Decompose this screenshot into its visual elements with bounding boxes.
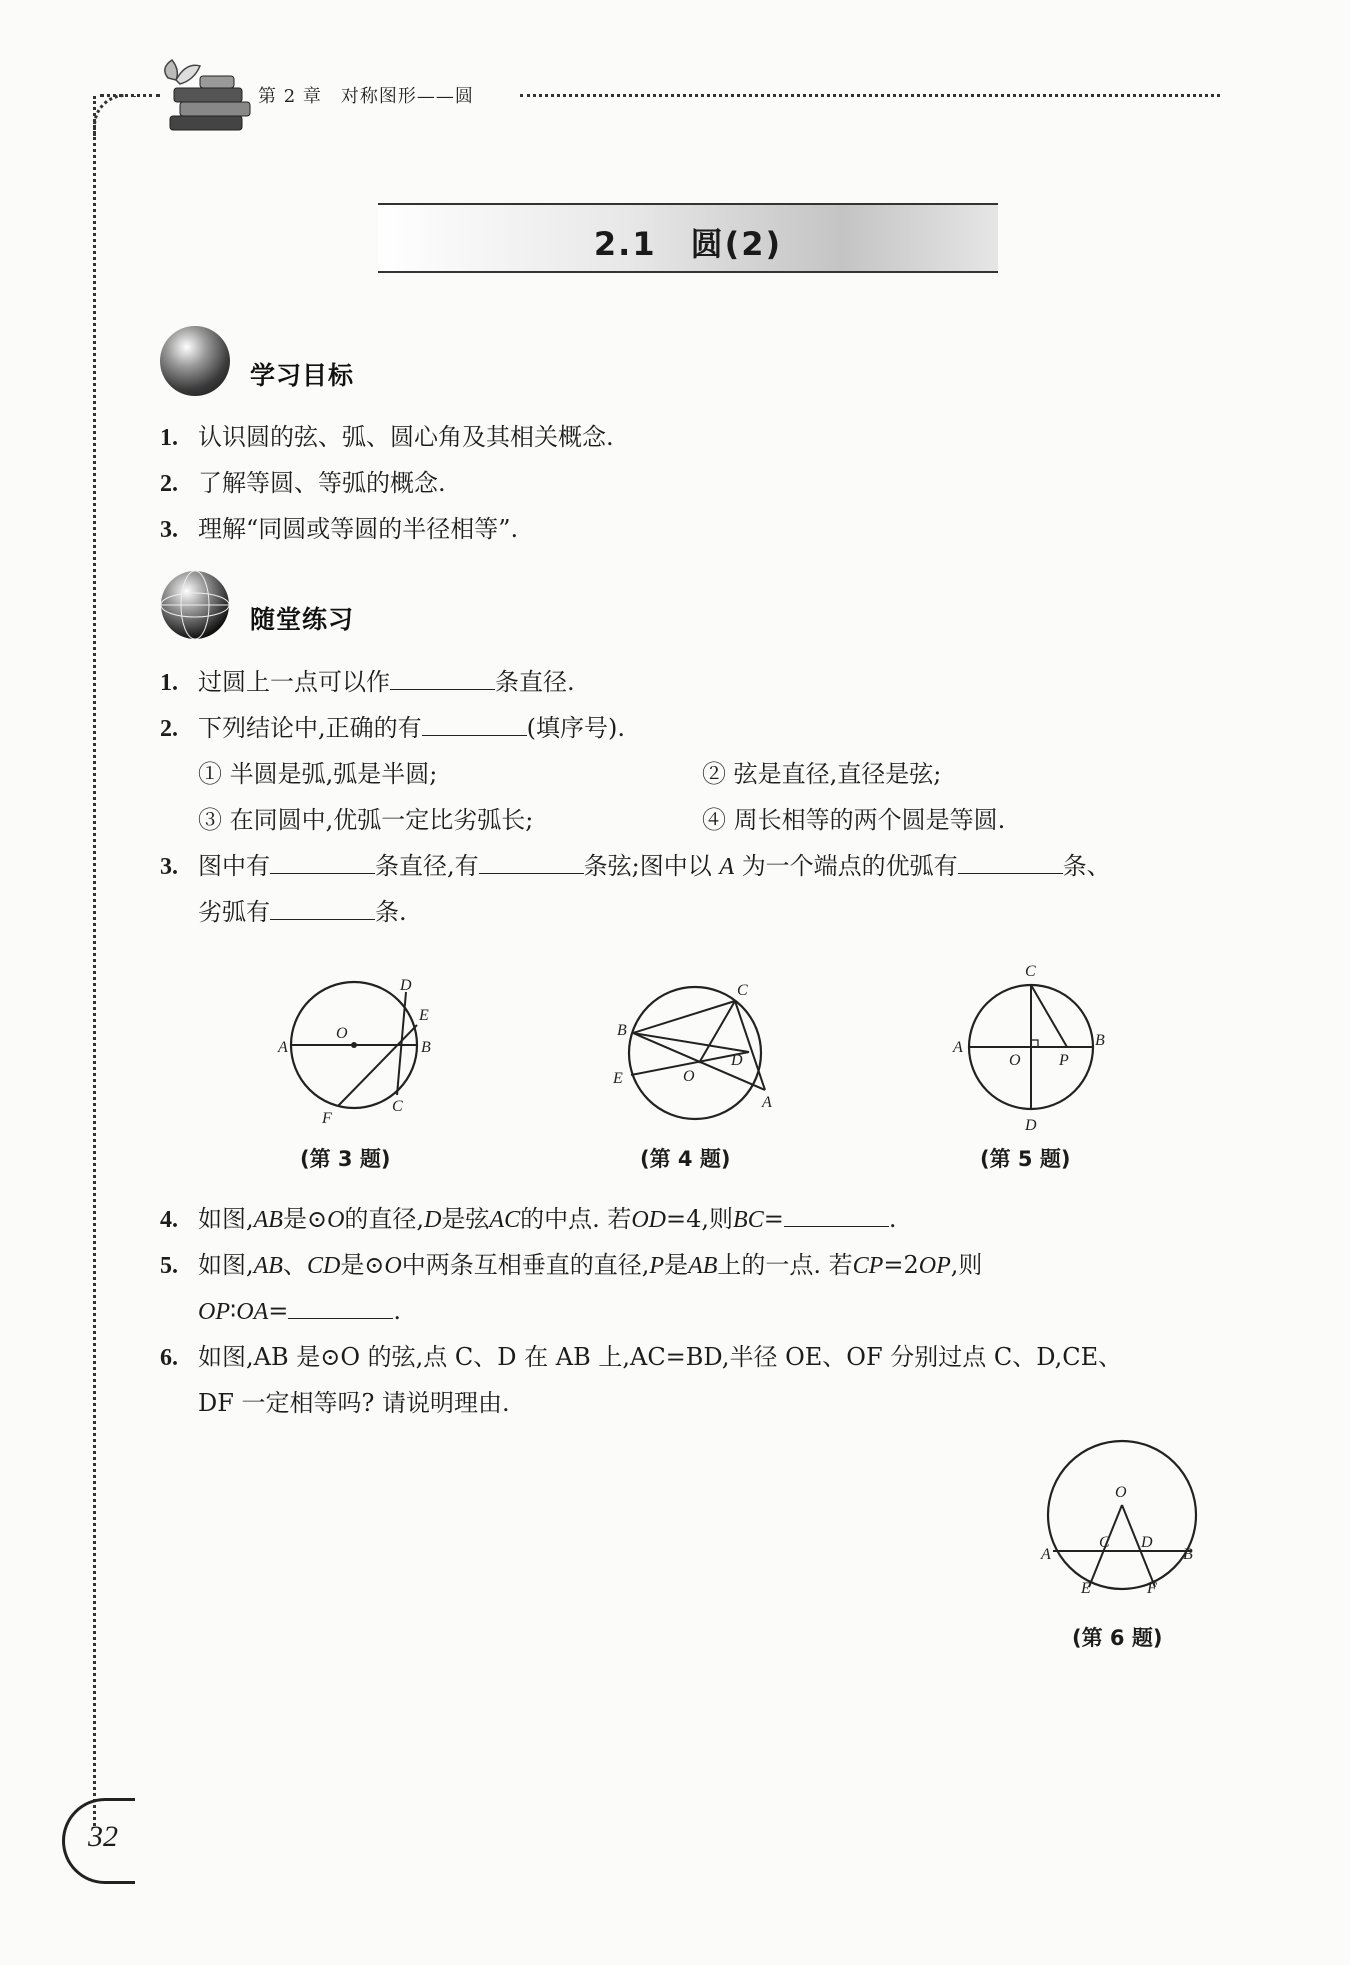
segment-label: CP	[852, 1253, 884, 1279]
svg-text:B: B	[617, 1022, 627, 1039]
chapter-header: 第 2 章 对称图形——圆	[258, 86, 474, 107]
answer-blank[interactable]	[270, 851, 375, 874]
segment-label: AB	[688, 1253, 718, 1279]
question-text: 的中点. 若	[520, 1205, 632, 1233]
question-text: 的直径,	[344, 1205, 425, 1233]
question-text: 条直径,有	[375, 852, 479, 880]
svg-text:P: P	[1059, 1052, 1069, 1069]
question-1	[160, 667, 575, 698]
question-text: 是	[664, 1251, 689, 1279]
answer-blank[interactable]	[288, 1296, 393, 1319]
question-text: =	[268, 1297, 289, 1325]
segment-label: OD	[631, 1207, 667, 1233]
goal-item	[160, 514, 518, 545]
segment-label: OP	[198, 1299, 230, 1325]
svg-text:A: A	[1041, 1546, 1051, 1563]
segment-label: OP	[918, 1253, 951, 1279]
svg-text:E: E	[419, 1007, 429, 1024]
goal-number: 1.	[160, 425, 178, 451]
section-practice-title: 随堂练习	[250, 605, 355, 634]
question-text: .	[393, 1297, 401, 1325]
figure-5-diagram	[945, 960, 1125, 1135]
question-3	[160, 851, 1111, 882]
question-text: 下列结论中,正确的有	[198, 714, 422, 742]
svg-text:A: A	[953, 1039, 963, 1056]
question-number: 4.	[160, 1207, 178, 1233]
point-label: A	[719, 854, 735, 880]
question-text: 如图,	[198, 1205, 254, 1233]
svg-text:F: F	[1147, 1580, 1157, 1597]
question-text: 条、	[1062, 852, 1111, 880]
figure-4-diagram	[605, 975, 785, 1135]
question-text: 如图,	[198, 1251, 254, 1279]
question-text: (填序号).	[526, 714, 625, 742]
figure-5-caption: (第 5 题)	[980, 1147, 1071, 1171]
question-5	[160, 1250, 982, 1281]
goal-text: 理解“同圆或等圆的半径相等”.	[198, 515, 519, 543]
question-text: .	[888, 1205, 897, 1233]
goal-text: 了解等圆、等弧的概念.	[198, 469, 446, 497]
option-1: ① 半圆是弧,弧是半圆;	[198, 760, 438, 788]
answer-blank[interactable]	[390, 667, 495, 690]
svg-text:A: A	[278, 1039, 288, 1056]
option-3: ③ 在同圆中,优弧一定比劣弧长;	[198, 806, 534, 834]
sphere-icon	[160, 326, 230, 396]
segment-label: AC	[489, 1207, 521, 1233]
question-3-cont	[198, 897, 407, 927]
answer-blank[interactable]	[422, 713, 527, 736]
question-text: 中两条互相垂直的直径,	[401, 1251, 650, 1279]
goal-item	[160, 468, 446, 499]
segment-label: BC	[733, 1207, 764, 1233]
segment-label: AB	[253, 1253, 283, 1279]
question-number: 3.	[160, 854, 178, 880]
svg-text:O: O	[1115, 1484, 1127, 1501]
question-6-cont: DF 一定相等吗? 请说明理由.	[198, 1389, 510, 1417]
goal-item	[160, 422, 614, 453]
question-text: =	[763, 1205, 784, 1233]
svg-text:B: B	[1095, 1032, 1105, 1049]
answer-blank[interactable]	[784, 1204, 889, 1227]
question-number: 6.	[160, 1345, 178, 1371]
figure-3-caption: (第 3 题)	[300, 1147, 391, 1171]
answer-blank[interactable]	[479, 851, 584, 874]
option-2: ② 弦是直径,直径是弦;	[702, 760, 942, 788]
lesson-title-band	[378, 203, 998, 273]
question-text: 是弦	[441, 1205, 490, 1233]
question-5-cont	[198, 1296, 401, 1327]
question-6	[160, 1342, 1122, 1373]
svg-text:O: O	[336, 1025, 348, 1042]
answer-blank[interactable]	[958, 851, 1063, 874]
page-number: 32	[88, 1820, 118, 1853]
question-2	[160, 713, 625, 744]
question-text: 是⊙	[282, 1205, 328, 1233]
globe-icon	[160, 570, 230, 640]
question-text: ,则	[950, 1251, 983, 1279]
books-icon	[150, 48, 260, 138]
question-text: 如图,AB 是⊙O 的弦,点 C、D 在 AB 上,AC=BD,半径 OE、OF 分别过点 C、D,CE、	[198, 1343, 1123, 1371]
svg-text:B: B	[1183, 1546, 1193, 1563]
figure-3-diagram	[270, 970, 450, 1130]
svg-text:D: D	[1141, 1534, 1153, 1551]
question-4	[160, 1204, 896, 1235]
question-text: 是⊙	[340, 1251, 385, 1279]
svg-text:C: C	[1025, 963, 1036, 980]
svg-text:B: B	[421, 1039, 431, 1056]
question-text: 图中有	[198, 852, 270, 880]
question-number: 2.	[160, 716, 178, 742]
figure-6-diagram	[1035, 1435, 1215, 1610]
section-learning-goals-title: 学习目标	[250, 361, 355, 390]
question-text: 上的一点. 若	[717, 1251, 853, 1279]
question-text: 条直径.	[495, 668, 575, 696]
segment-label: AB	[253, 1207, 283, 1233]
svg-text:E: E	[613, 1070, 623, 1087]
question-text: ∶	[230, 1297, 237, 1325]
question-text: 为一个端点的优弧有	[741, 852, 958, 880]
svg-text:O: O	[683, 1068, 695, 1085]
question-text: 条弦;图中以	[583, 852, 712, 880]
svg-text:D: D	[1025, 1117, 1037, 1134]
answer-blank[interactable]	[270, 897, 375, 920]
figure-6-caption: (第 6 题)	[1072, 1626, 1163, 1650]
svg-text:D: D	[731, 1052, 743, 1069]
question-text: =2	[883, 1251, 919, 1279]
question-text: 劣弧有	[198, 898, 270, 926]
svg-text:C: C	[737, 982, 748, 999]
segment-label: OA	[236, 1299, 269, 1325]
figure-4-caption: (第 4 题)	[640, 1147, 731, 1171]
svg-text:C: C	[392, 1098, 403, 1115]
goal-number: 3.	[160, 517, 178, 543]
page-left-border	[93, 96, 96, 1826]
svg-text:E: E	[1081, 1580, 1091, 1597]
svg-text:A: A	[762, 1094, 772, 1111]
segment-label: CD	[306, 1253, 341, 1279]
svg-text:O: O	[1009, 1052, 1021, 1069]
header-rule-right	[520, 94, 1220, 97]
lesson-title: 2.1 圆(2)	[593, 225, 783, 263]
point-label: D	[424, 1207, 442, 1233]
point-label: O	[327, 1207, 345, 1233]
svg-text:F: F	[322, 1110, 332, 1127]
question-text: 过圆上一点可以作	[198, 668, 390, 696]
svg-text:C: C	[1099, 1534, 1110, 1551]
svg-text:D: D	[400, 977, 412, 994]
goal-number: 2.	[160, 471, 178, 497]
header-border-curve	[93, 94, 136, 137]
question-number: 1.	[160, 670, 178, 696]
question-text: 条.	[375, 898, 407, 926]
question-text: =4,则	[666, 1205, 734, 1233]
goal-text: 认识圆的弦、弧、圆心角及其相关概念.	[198, 423, 614, 451]
question-number: 5.	[160, 1253, 178, 1279]
point-label: O	[384, 1253, 402, 1279]
option-4: ④ 周长相等的两个圆是等圆.	[702, 806, 1006, 834]
point-label: P	[649, 1253, 665, 1279]
question-text: 、	[282, 1251, 307, 1279]
